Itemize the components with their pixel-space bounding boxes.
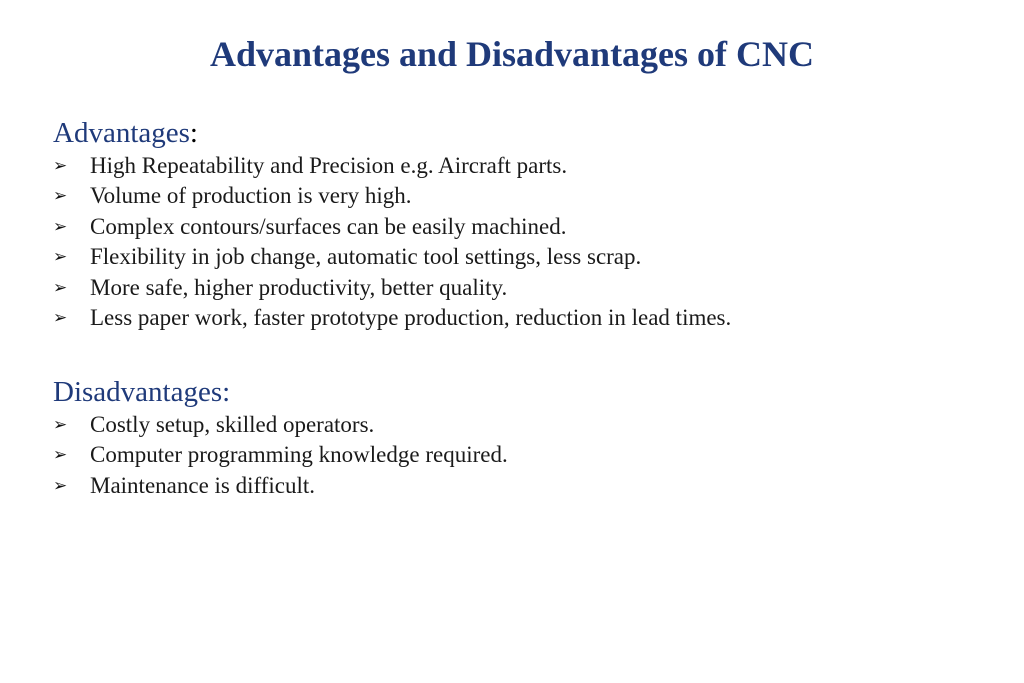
list-item-text: Costly setup, skilled operators. <box>90 412 375 437</box>
list-item <box>53 410 993 440</box>
list-item <box>53 303 993 333</box>
list-item-text: Volume of production is very high. <box>90 183 412 209</box>
arrow-bullet-icon: ➢ <box>53 475 68 496</box>
list-item-text: Computer programming knowledge required. <box>90 442 508 468</box>
slide-title: Advantages and Disadvantages of CNC <box>209 34 815 74</box>
arrow-bullet-icon: ➢ <box>53 186 68 207</box>
list-item-text: More safe, higher productivity, better quality. <box>90 274 508 300</box>
arrow-bullet-icon: ➢ <box>53 216 68 237</box>
arrow-bullet-icon: ➢ <box>53 247 68 268</box>
list-item-text: Complex contours/surfaces can be easily machined. <box>90 213 567 239</box>
list-item-text: Less paper work, faster prototype production, reduction in lead times. <box>90 305 732 331</box>
list-item <box>53 242 993 272</box>
list-item <box>53 212 993 242</box>
list-item-text: High Repeatability and Precision e.g. Aircraft parts. <box>90 153 568 178</box>
list-item-text: Flexibility in job change, automatic tool settings, less scrap. <box>90 244 642 270</box>
arrow-bullet-icon: ➢ <box>53 445 68 466</box>
arrow-bullet-icon: ➢ <box>53 277 68 298</box>
disadvantages-list <box>53 410 993 501</box>
disadvantages-heading-colon: : <box>222 376 231 408</box>
advantages-heading-colon: : <box>189 117 198 149</box>
arrow-bullet-icon: ➢ <box>53 415 68 435</box>
arrow-bullet-icon: ➢ <box>53 156 68 176</box>
list-item-text: Maintenance is difficult. <box>90 472 316 498</box>
list-item <box>53 273 993 303</box>
disadvantages-heading <box>53 373 993 411</box>
disadvantages-section <box>53 373 993 501</box>
disadvantages-heading-text: Disadvantages <box>53 376 223 408</box>
arrow-bullet-icon: ➢ <box>53 308 68 329</box>
list-item <box>53 471 993 501</box>
list-item <box>53 440 993 470</box>
list-item <box>53 151 993 181</box>
advantages-list <box>53 151 993 333</box>
advantages-heading <box>53 114 993 152</box>
list-item <box>53 181 993 211</box>
advantages-heading-text: Advantages <box>53 117 190 149</box>
advantages-section <box>53 114 993 333</box>
